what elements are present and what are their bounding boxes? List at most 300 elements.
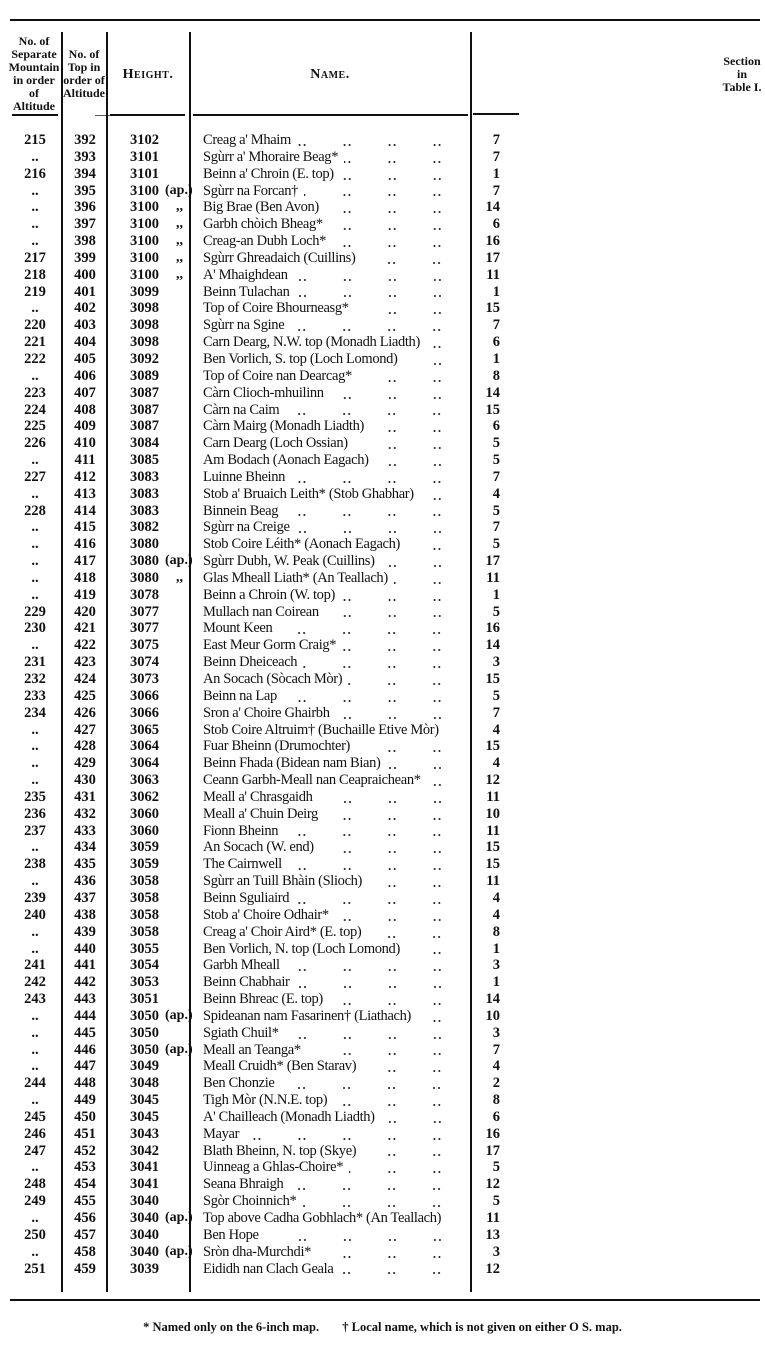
height-note: (ap.) [165,553,193,569]
top-number: 444 [74,1007,96,1024]
mountain-name: Seana Bhraigh [203,1176,289,1193]
dot-leader [417,1008,465,1025]
mountain-name-cell [203,587,465,604]
header-label: No. of Separate Mountain in order of Altitude [8,34,60,113]
mountain-name: Sgùrr na Forcan† [203,183,304,200]
dot-leader [304,183,465,200]
mountain-name-cell [203,519,465,536]
top-number: 401 [74,283,96,300]
section-number: 11 [486,569,500,586]
mountain-name: A' Chailleach (Monadh Liadth) [203,1109,381,1126]
header-top-number [63,34,105,114]
mountain-name: Creag-an Dubh Loch* [203,233,332,250]
separate-mountain-number: .. [31,199,39,216]
top-number: 450 [74,1108,96,1125]
height-value: 3043 [130,1125,159,1142]
section-number: 3 [492,1243,500,1260]
mountain-name: Beinn Dheiceach [203,654,303,671]
separate-mountain-number: 234 [24,704,46,721]
table-row [0,469,765,486]
section-number: 2 [492,1075,500,1092]
mountain-name: Càrn Clioch-mhuilinn [203,385,330,402]
section-number: 12 [485,772,500,789]
table-row [0,1176,765,1193]
table-row [0,300,765,317]
mountain-name-cell [203,351,465,368]
top-number: 404 [74,334,96,351]
separate-mountain-number: 244 [24,1075,46,1092]
header-label: Section in Table I. [722,53,762,94]
mountain-name: Tigh Mòr (N.N.E. top) [203,1092,333,1109]
mountain-name-cell [203,604,465,621]
separate-mountain-number: .. [31,755,39,772]
top-number: 413 [74,485,96,502]
mountain-name-cell [203,418,465,435]
top-number: 437 [74,889,96,906]
separate-mountain-number: .. [31,923,39,940]
table-row [0,789,765,806]
separate-mountain-number: .. [31,1092,39,1109]
dot-leader [406,941,465,958]
height-value: 3083 [130,468,159,485]
height-value: 3099 [130,283,159,300]
height-value: 3041 [130,1176,159,1193]
mountain-name-cell [203,789,465,806]
mountain-name: Meall a' Chuin Deirg [203,806,324,823]
section-number: 11 [486,1210,500,1226]
mountain-name: Luinne Bheinn [203,469,291,486]
dot-leader [427,772,465,789]
table-row [0,924,765,941]
height-value: 3089 [130,367,159,384]
height-value: 3077 [130,603,159,620]
mountain-name: Carn Dearg (Loch Ossian) [203,435,354,452]
top-number: 414 [74,502,96,519]
section-number: 1 [492,283,500,300]
separate-mountain-number: .. [31,148,39,165]
mountain-name: East Meur Gorm Craig* [203,637,342,654]
height-note: (ap.) [165,182,193,198]
mountain-name-cell [203,199,465,216]
mountain-name-cell [203,1261,465,1278]
separate-mountain-number: 232 [24,671,46,687]
mountain-name: Stob a' Bruaich Leith* (Stob Ghabhar) [203,486,420,503]
height-note: (ap.) [165,1007,193,1023]
separate-mountain-number: .. [31,1007,39,1024]
separate-mountain-number: 246 [24,1125,46,1142]
separate-mountain-number: 242 [24,974,46,991]
mountain-name-cell [203,890,465,907]
mountain-name: Creag a' Mhaim [203,132,297,149]
top-number: 454 [74,1176,96,1193]
height-value: 3101 [130,148,159,165]
top-number: 453 [74,1159,96,1176]
dot-leader [303,654,465,671]
mountain-name: Meall a' Chrasgaidh [203,789,319,806]
dot-leader [319,789,465,806]
height-value: 3066 [130,704,159,721]
mountain-name: Ben Vorlich, N. top (Loch Lomond) [203,941,406,958]
top-number: 459 [74,1260,96,1277]
mountain-name: Creag a' Choir Aird* (E. top) [203,924,367,941]
top-number: 393 [74,148,96,165]
header-rule [193,114,468,116]
table-row [0,149,765,166]
height-value: 3078 [130,586,159,603]
section-number: 5 [492,603,500,620]
top-number: 412 [74,468,96,485]
top-number: 451 [74,1125,96,1142]
top-number: 445 [74,1024,96,1041]
mountain-name-cell [203,1042,465,1059]
separate-mountain-number: 224 [24,401,46,418]
height-value: 3064 [130,738,159,755]
header-section [472,34,762,114]
height-value: 3049 [130,1058,159,1075]
top-number: 394 [74,165,96,182]
mountain-name: Ceann Garbh-Meall nan Ceapraichean* [203,772,427,789]
dot-leader [307,1042,465,1059]
top-number: 430 [74,772,96,789]
table-row [0,772,765,789]
table-row [0,216,765,233]
table-row [0,1210,765,1227]
section-number: 14 [485,199,500,216]
height-value: 3050 [130,1024,159,1041]
header-rule [473,113,519,115]
table-row [0,351,765,368]
height-value: 3045 [130,1108,159,1125]
section-number: 5 [492,1193,500,1210]
section-number: 10 [485,805,500,822]
table-row [0,1025,765,1042]
separate-mountain-number: .. [31,182,39,199]
separate-mountain-number: 239 [24,889,46,906]
header-rule [110,114,185,116]
mountain-name-cell [203,166,465,183]
top-number: 398 [74,233,96,250]
table-row [0,553,765,570]
footnote-star: * Named only on the 6-inch map. [143,1320,320,1334]
mountain-name-cell [203,856,465,873]
dot-leader [283,688,465,705]
height-value: 3080 [130,569,159,586]
dot-leader [329,991,465,1008]
mountain-name: Beinn Fhada (Bidean nam Bian) [203,755,387,772]
top-number: 420 [74,603,96,620]
mountain-name: Beinn a Chroin (W. top) [203,587,341,604]
mountain-name-cell [203,654,465,671]
dot-leader [320,839,465,856]
dot-leader [317,1244,465,1261]
table-row [0,199,765,216]
table-row [0,1143,765,1160]
dot-leader [289,1176,465,1193]
mountain-name: An Socach (Sòcach Mòr) [203,671,348,688]
height-value: 3058 [130,889,159,906]
mountain-name-cell [203,570,465,587]
header-separate-mountain [8,34,60,114]
top-number: 439 [74,923,96,940]
separate-mountain-number: .. [31,300,39,317]
table-row [0,418,765,435]
table-row [0,941,765,958]
height-value: 3080 [130,536,159,553]
top-number: 419 [74,586,96,603]
height-value: 3040 [130,1226,159,1243]
mountain-name-cell [203,216,465,233]
mountain-name-cell [203,941,465,958]
dot-leader [278,620,465,637]
top-number: 397 [74,216,96,233]
separate-mountain-number: .. [31,1041,39,1058]
mountain-name: Beinn Sguliaird [203,890,295,907]
section-number: 17 [485,249,500,266]
mountain-name: Blath Bheinn, N. top (Skye) [203,1143,362,1160]
top-number: 422 [74,637,96,654]
height-value: 3048 [130,1075,159,1092]
height-value: 3100 [130,266,159,283]
mountain-name: Càrn Mairg (Monadh Liadth) [203,418,370,435]
mountain-name-cell [203,1008,465,1025]
mountain-name-cell [203,772,465,789]
top-number: 410 [74,435,96,452]
dot-leader [342,637,465,654]
table-row [0,1193,765,1210]
section-number: 3 [492,957,500,974]
height-value: 3050 [130,1041,159,1058]
section-number: 4 [492,906,500,923]
top-number: 403 [74,317,96,334]
height-value: 3101 [130,165,159,182]
header-label: No. of Top in order of Altitude [63,47,105,100]
dot-leader [426,334,465,351]
mountain-name-cell [203,1058,465,1075]
section-number: 12 [485,1260,500,1277]
height-value: 3039 [130,1260,159,1277]
height-note: ,, [176,199,183,215]
mountain-name: Ben Vorlich, S. top (Loch Lomond) [203,351,404,368]
table-row [0,267,765,284]
table-row [0,907,765,924]
top-number: 427 [74,721,96,738]
table-row [0,1109,765,1126]
height-note: (ap.) [165,1243,193,1259]
header-name [191,34,469,114]
dot-leader [406,536,465,553]
table-row [0,1092,765,1109]
separate-mountain-number: .. [31,738,39,755]
table-body [0,132,765,1277]
separate-mountain-number: 227 [24,468,46,485]
section-number: 3 [492,654,500,671]
section-number: 3 [492,1024,500,1041]
height-value: 3098 [130,300,159,317]
top-number: 418 [74,569,96,586]
top-number: 400 [74,266,96,283]
height-value: 3100 [130,199,159,216]
height-value: 3066 [130,687,159,704]
top-number: 425 [74,687,96,704]
top-number: 456 [74,1210,96,1226]
mountain-name: Fionn Bheinn [203,823,284,840]
dot-leader [296,284,465,301]
section-number: 17 [485,553,500,570]
table-row [0,519,765,536]
section-number: 5 [492,502,500,519]
top-number: 458 [74,1243,96,1260]
mountain-name-cell [203,924,465,941]
table-row [0,755,765,772]
mountain-name-cell [203,1210,465,1227]
top-number: 434 [74,839,96,856]
section-number: 4 [492,889,500,906]
table-row [0,671,765,688]
mountain-name: An Socach (W. end) [203,839,320,856]
separate-mountain-number: .. [31,721,39,738]
mountain-name: Uinneag a Ghlas-Choire* [203,1159,349,1176]
mountain-name: A' Mhaighdean [203,267,294,284]
table-row [0,1159,765,1176]
height-value: 3051 [130,991,159,1008]
table-row [0,806,765,823]
mountain-name: Garbh Mheall [203,957,286,974]
section-number: 6 [492,216,500,233]
section-number: 10 [485,1007,500,1024]
separate-mountain-number: .. [31,367,39,384]
mountain-name-cell [203,469,465,486]
table-row [0,570,765,587]
dot-leader [297,132,465,149]
mountain-name-cell [203,553,465,570]
top-number: 392 [74,132,96,148]
mountain-name-cell [203,1025,465,1042]
separate-mountain-number: 228 [24,502,46,519]
section-number: 8 [492,1092,500,1109]
separate-mountain-number: 215 [24,132,46,148]
dot-leader [375,452,465,469]
separate-mountain-number: 245 [24,1108,46,1125]
top-number: 443 [74,991,96,1008]
section-number: 4 [492,485,500,502]
height-value: 3055 [130,940,159,957]
separate-mountain-number: 223 [24,384,46,401]
dot-leader [394,570,465,587]
mountain-name-cell [203,688,465,705]
mountain-name-cell [203,1075,465,1092]
mountain-name-cell [203,1176,465,1193]
mountain-name: Sgùrr Dubh, W. Peak (Cuillins) [203,553,381,570]
top-number: 432 [74,805,96,822]
header-label: Name. [310,66,350,82]
mountain-name: Meall Cruidh* (Ben Starav) [203,1058,362,1075]
footnote-dagger: † Local name, which is not given on either O S. map. [342,1320,622,1334]
footnotes [0,1320,765,1335]
table-row [0,503,765,520]
table-row [0,1244,765,1261]
height-value: 3085 [130,452,159,469]
height-value: 3083 [130,485,159,502]
mountain-name: Top of Coire Bhourneasg* [203,300,355,317]
height-value: 3100 [130,233,159,250]
mountain-name-cell [203,671,465,688]
dot-leader [358,368,465,385]
mountain-name-cell [203,957,465,974]
mountain-name-cell [203,149,465,166]
top-number: 421 [74,620,96,637]
dot-leader [286,957,465,974]
mountain-name: Am Bodach (Aonach Eagach) [203,452,375,469]
table-row [0,1058,765,1075]
mountain-name: Glas Mheall Liath* (An Teallach) [203,570,394,587]
mountain-name-cell [203,839,465,856]
separate-mountain-number: 247 [24,1142,46,1159]
height-value: 3087 [130,384,159,401]
section-number: 12 [485,1176,500,1193]
dot-leader [339,1261,465,1278]
top-number: 399 [74,249,96,266]
table-row [0,587,765,604]
table-row [0,722,765,739]
mountain-name: Meall an Teanga* [203,1042,307,1059]
table-row [0,402,765,419]
top-number: 428 [74,738,96,755]
section-number: 6 [492,418,500,435]
dot-leader [367,924,465,941]
dot-leader [349,1159,465,1176]
mountain-name-cell [203,503,465,520]
section-number: 7 [492,519,500,536]
separate-mountain-number: 243 [24,991,46,1008]
mountain-name-cell [203,1126,465,1143]
mountain-name-cell [203,132,465,149]
separate-mountain-number: 248 [24,1176,46,1193]
top-number: 431 [74,788,96,805]
mountain-name-cell [203,486,465,503]
table-row [0,1042,765,1059]
table-row [0,873,765,890]
height-value: 3087 [130,418,159,435]
dot-leader [325,199,465,216]
separate-mountain-number: .. [31,772,39,789]
separate-mountain-number: 216 [24,165,46,182]
dot-leader [355,300,465,317]
separate-mountain-number: 222 [24,350,46,367]
section-number: 7 [492,317,500,334]
separate-mountain-number: 225 [24,418,46,435]
mountain-name-cell [203,974,465,991]
height-value: 3062 [130,788,159,805]
mountain-name: Beinn Chabhair [203,974,296,991]
height-value: 3092 [130,350,159,367]
separate-mountain-number: .. [31,1159,39,1176]
table-row [0,688,765,705]
section-number: 1 [492,974,500,991]
mountain-name-cell [203,334,465,351]
height-value: 3063 [130,772,159,789]
table-row [0,1008,765,1025]
height-value: 3074 [130,654,159,671]
separate-mountain-number: .. [31,216,39,233]
separate-mountain-number: .. [31,519,39,536]
mountain-name-cell [203,536,465,553]
dot-leader [335,907,465,924]
separate-mountain-number: 251 [24,1260,46,1277]
mountain-name: Ben Chonzie [203,1075,280,1092]
section-number: 4 [492,721,500,738]
mountain-name: Beinn Bhreac (E. top) [203,991,329,1008]
section-number: 13 [485,1226,500,1243]
